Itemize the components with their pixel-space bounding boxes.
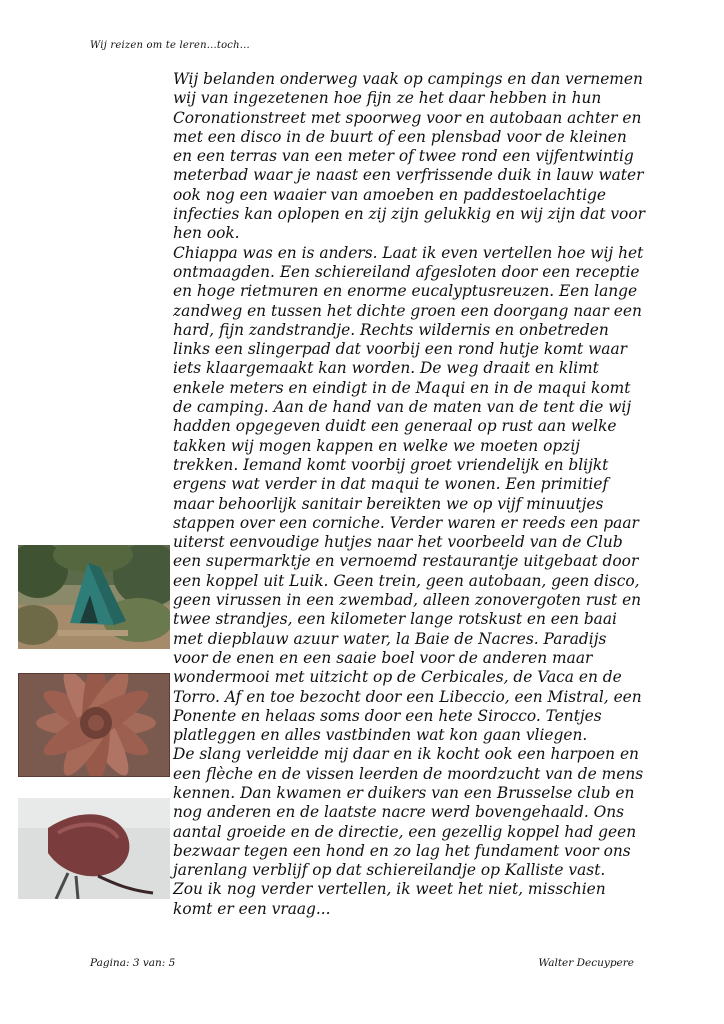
paragraph-chiappa: Chiappa was en is anders. Laat ik even vertellen hoe wij het ontmaagden. Een schiereiland afgesloten door een receptie en hoge rietmuren en enorme eucalyptusreuzen. Een lange zandweg en tussen het dichte groen een doorgang naar een hard, fijn zandstrandje. Rechts wildernis en onbetreden links een slingerpad dat voorbij een rond hutje komt waar iets klaargemaakt kan worden. De weg draait en klimt enkele meters en eindigt in de Maqui en in de maqui komt de camping. Aan de hand van de maten van de tent die wij hadden opgegeven duidt een generaal op rust aan welke takken wij mogen kappen en welke we moeten opzij trekken. Iemand komt voorbij groet vriendelijk en blijkt ergens wat verder in dat maqui te wonen. Een primitief maar behoorlijk sanitair bereikten we op vijf minuutjes stappen over een corniche. Verder waren er reeds een paar uiterst eenvoudige hutjes naar het voorbeeld van de Club een supermarktje en vernoemd restaurantje uitgebaat door een koppel uit Luik. Geen trein, geen autobaan, geen disco, geen virussen in een zwembad, alleen zonovergoten rust en twee strandjes, een kilometer lange rotskust en een baai met diepblauw azuur water, la Baie de Nacres. Paradijs voor de enen en een saaie boel voor de anderen maar wondermooi met uitzicht op de Cerbicales, de Vaca en de Torro. Af en toe bezocht door een Libeccio, een Mistral, een Ponente en helaas soms door een hete Sirocco. Tentjes platleggen en alles vastbinden wat kon gaan vliegen.: [173, 243, 644, 745]
photo-ray: [18, 798, 170, 899]
paragraph-slang: De slang verleidde mij daar en ik kocht ook een harpoen en een flèche en de vissen leerden de moordzucht van de mens kennen. Dan kwamen er duikers van een Brusselse club en nog anderen en de laatste nacre werd bovengehaald. Ons aantal groeide en de directie, een gezellig koppel had geen bezwaar tegen een hond en zo lag het fundament voor ons jarenlang verblijf op dat schiereilandje op Kalliste vast.: [173, 745, 644, 880]
photo-shell: [18, 673, 170, 777]
page-number: Pagina: 3 van: 5: [90, 957, 176, 969]
photo-tent: [18, 545, 170, 649]
paragraph-closing: Zou ik nog verder vertellen, ik weet het niet, misschien komt er een vraag...: [173, 880, 606, 918]
paragraph-campings: Wij belanden onderweg vaak op campings en dan vernemen wij van ingezetenen hoe fijn ze het daar hebben in hun Coronationstreet met spoorweg voor en autobaan achter en met een disco in de buurt of een plensbad voor de kleinen en een terras van een meter of twee rond een vijfentwintig meterbad waar je naast een verfrissende duik in lauw water ook nog een waaier van amoeben en paddestoelachtige infecties kan oplopen en zij zijn gelukkig en wij zijn dat voor hen ook.: [173, 70, 645, 243]
page-header: Wij reizen om te leren...toch...: [90, 40, 250, 51]
author-name: Walter Decuypere: [538, 957, 634, 969]
article-body: [173, 70, 645, 919]
